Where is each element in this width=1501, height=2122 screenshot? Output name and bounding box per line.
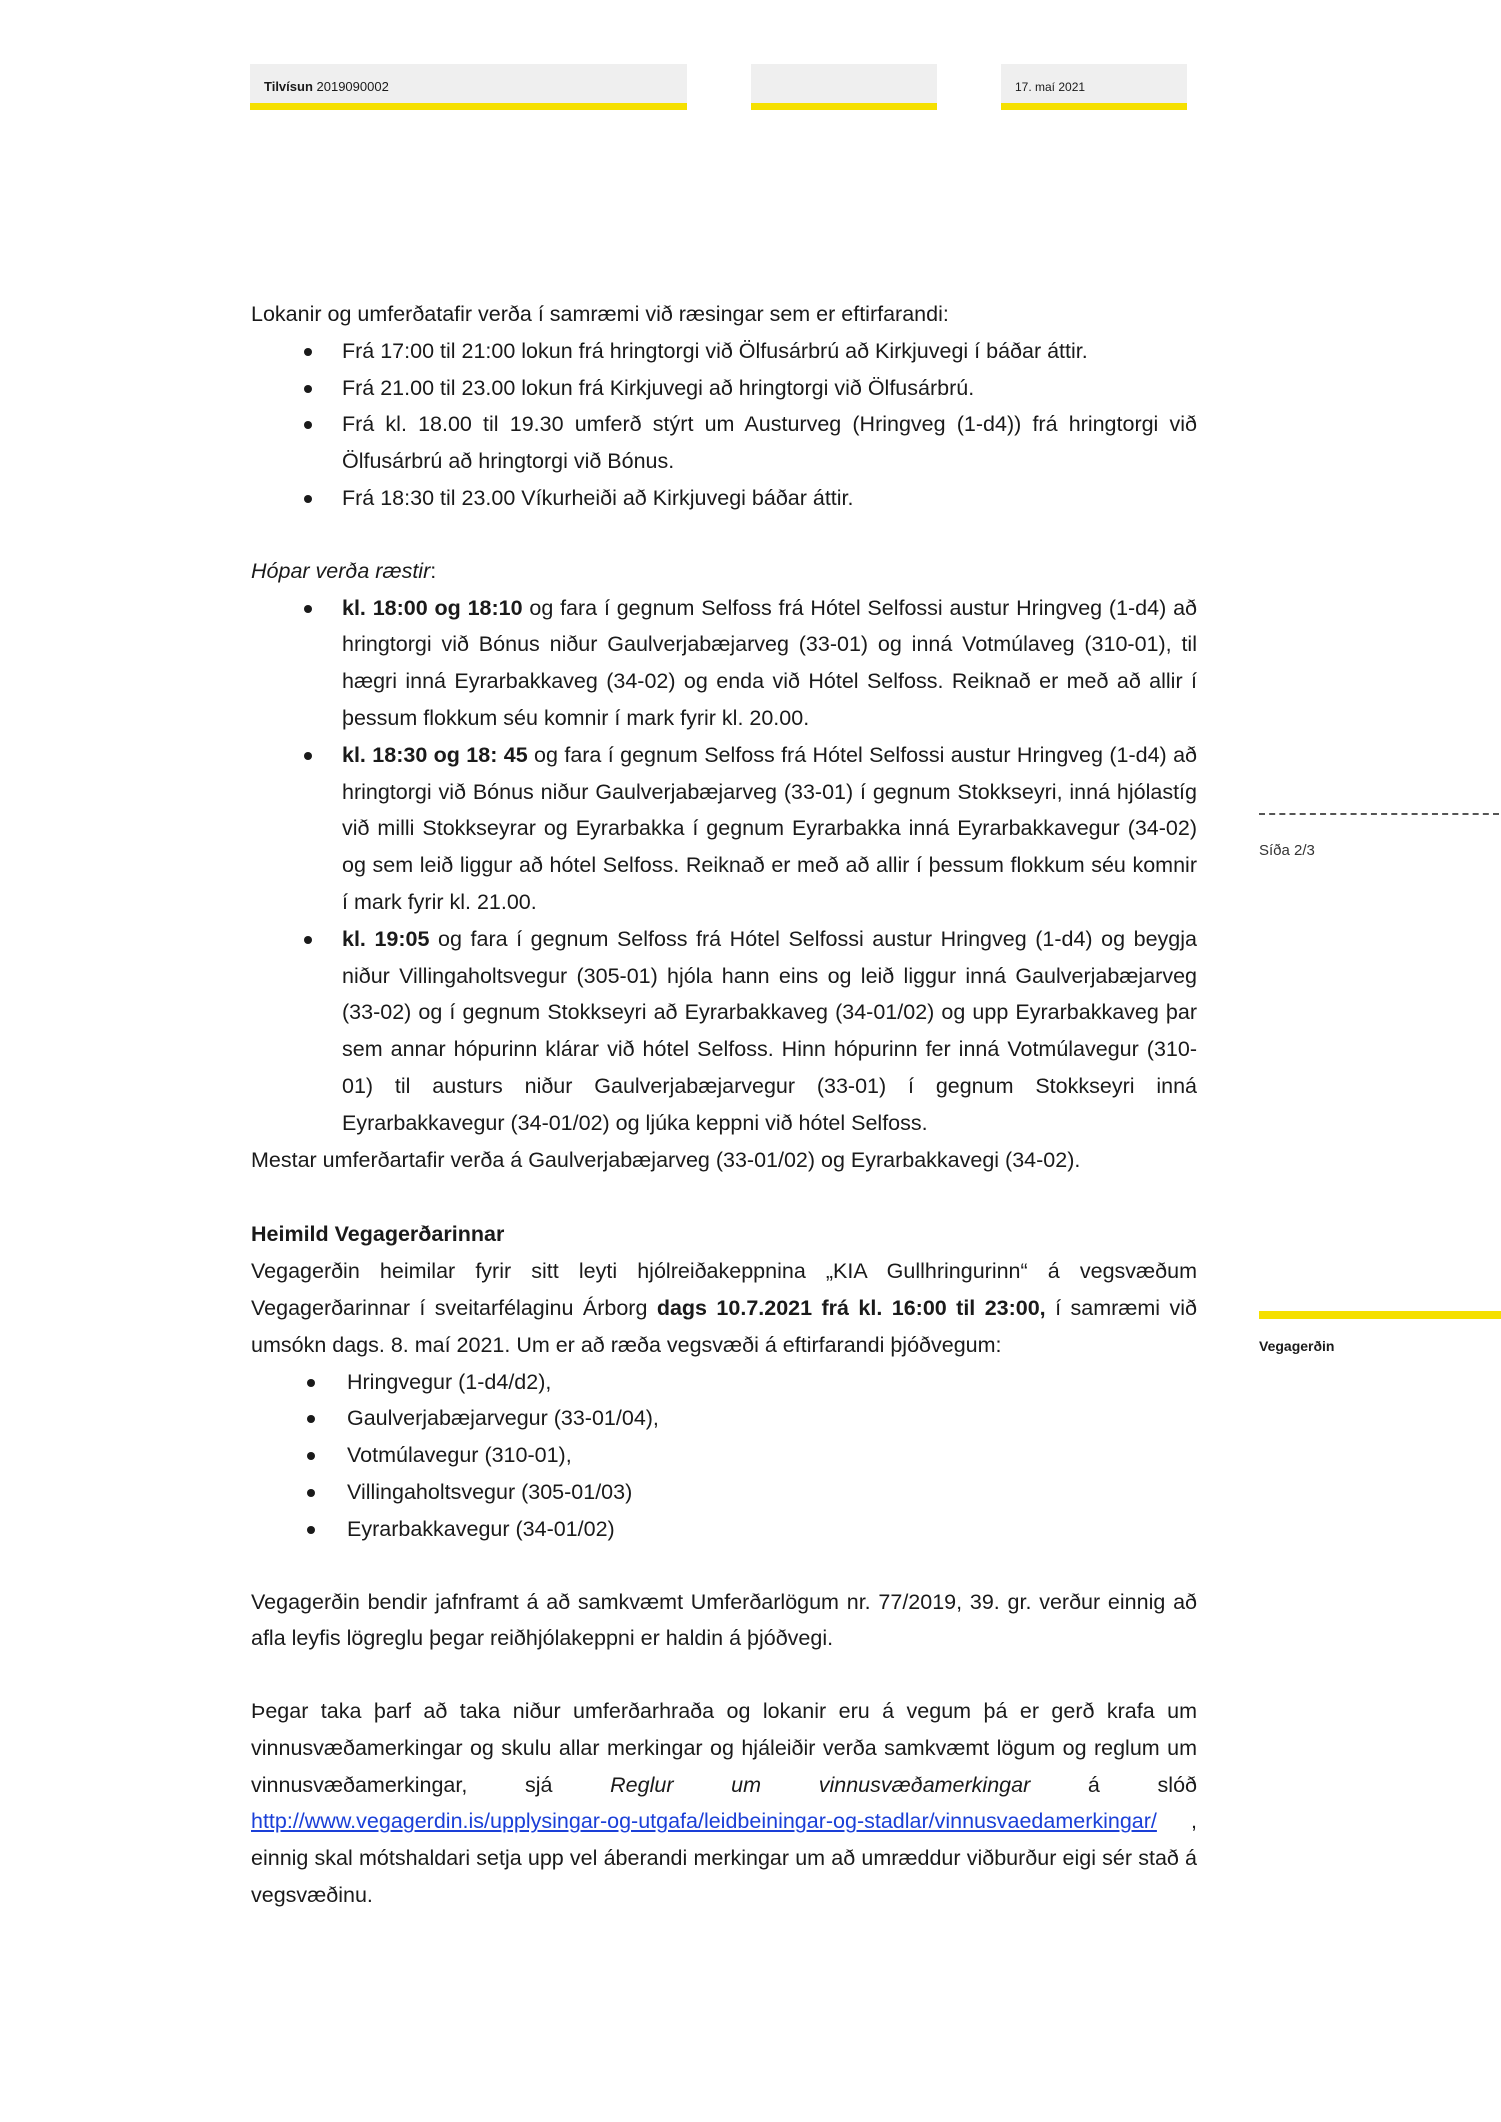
reference-box (250, 64, 687, 110)
regulations-link[interactable]: http://www.vegagerdin.is/upplysingar-og-utgafa/leidbeiningar-og-stadlar/vinnusvaedamerkingar/ (251, 1809, 1157, 1834)
list-item: kl. 19:05 og fara í gegnum Selfoss frá Hótel Selfossi austur Hringveg (1-d4) og beygja niður Villingaholtsvegur (305-01) hjóla hann eins og leið liggur inná Gaulverjabæjarveg (33-02) og í gegnum Stokkseyri að Eyrarbakkaveg (34-01/02) og upp Eyrarbakkaveg þar sem annar hópurinn klárar við hótel Selfoss. Hinn hópurinn fer inná Votmúlavegur (310-01) til austurs niður Gaulverjabæjarvegur (33-01) í gegnum Stokkseyri inná Eyrarbakkavegur (34-01/02) og ljúka keppni við hótel Selfoss. (251, 921, 1197, 1142)
document-date: 17. maí 2021 (1015, 80, 1086, 94)
list-item: Votmúlavegur (310-01), (251, 1437, 1197, 1474)
list-item: Eyrarbakkavegur (34-01/02) (251, 1511, 1197, 1548)
reference-number: 2019090002 (316, 79, 389, 94)
list-item: Hringvegur (1-d4/d2), (251, 1364, 1197, 1401)
reference-label: Tilvísun (264, 79, 313, 94)
group-time: kl. 19:05 (342, 926, 430, 951)
permit-heading: Heimild Vegagerðarinnar (251, 1222, 505, 1247)
closures-list (251, 333, 1197, 517)
sidebar-dashed-divider (1259, 813, 1499, 815)
police-paragraph: Vegagerðin bendir jafnframt á að samkvæmt Umferðarlögum nr. 77/2019, 39. gr. verður einnig að afla leyfis lögreglu þegar reiðhjólakeppni er haldin á þjóðvegi. (251, 1589, 1197, 1651)
header-middle-box (751, 64, 937, 110)
list-item: Gaulverjabæjarvegur (33-01/04), (251, 1400, 1197, 1437)
list-item: Villingaholtsvegur (305-01/03) (251, 1474, 1197, 1511)
roads-list (251, 1364, 1197, 1548)
organization-name: Vegagerðin (1259, 1338, 1335, 1354)
list-item: Frá 17:00 til 21:00 lokun frá hringtorgi við Ölfusárbrú að Kirkjuvegi í báðar áttir. (251, 333, 1197, 370)
list-item: Frá kl. 18.00 til 19.30 umferð stýrt um Austurveg (Hringveg (1-d4)) frá hringtorgi við Ölfusárbrú að hringtorgi við Bónus. (251, 406, 1197, 480)
list-item: kl. 18:00 og 18:10 og fara í gegnum Selfoss frá Hótel Selfossi austur Hringveg (1-d4) að hringtorgi við Bónus niður Gaulverjabæjarveg (33-01) og inná Votmúlaveg (310-01), til hægri inná Eyrarbakkaveg (34-02) og enda við Hótel Selfoss. Reiknað er með að allir í þessum flokkum séu komnir í mark fyrir kl. 20.00. (251, 590, 1197, 737)
document-body (251, 296, 1197, 1914)
list-item: Frá 21.00 til 23.00 lokun frá Kirkjuvegi að hringtorgi við Ölfusárbrú. (251, 370, 1197, 407)
permit-paragraph: Vegagerðin heimilar fyrir sitt leyti hjólreiðakeppnina „KIA Gullhringurinn“ á vegsvæðum Vegagerðarinnar í sveitarfélaginu Árborg dags 10.7.2021 frá kl. 16:00 til 23:00, í samræmi við umsókn dags. 8. maí 2021. Um er að ræða vegsvæði á eftirfarandi þjóðvegum: (251, 1259, 1197, 1357)
delays-paragraph: Mestar umferðartafir verða á Gaulverjabæjarveg (33-01/02) og Eyrarbakkavegi (34-02). (251, 1147, 1081, 1172)
page-number: Síða 2/3 (1259, 842, 1315, 859)
group-time: kl. 18:30 og 18: 45 (342, 742, 528, 767)
sidebar-yellow-bar (1259, 1311, 1501, 1319)
groups-list (251, 590, 1197, 1142)
signs-paragraph: Þegar taka þarf að taka niður umferðarhraða og lokanir eru á vegum þá er gerð krafa um vinnusvæðamerkingar og skulu allar merkingar og hjáleiðir verða samkvæmt lögum og reglum um vinnusvæðamerkingar, sjá Reglur um vinnusvæðamerkingar á slóð http://www.vegagerdin.is/upplysingar-og-utgafa/leidbeiningar-og-stadlar/vinnusvaedamerkingar/ , einnig skal mótshaldari setja upp vel áberandi merkingar um að umræddur viðburður eigi sér stað á vegsvæðinu. (251, 1699, 1197, 1908)
list-item: Frá 18:30 til 23.00 Víkurheiði að Kirkjuvegi báðar áttir. (251, 480, 1197, 517)
date-box (1001, 64, 1187, 110)
groups-heading: Hópar verða ræstir: (251, 558, 437, 583)
group-time: kl. 18:00 og 18:10 (342, 595, 523, 620)
intro-paragraph: Lokanir og umferðatafir verða í samræmi við ræsingar sem er eftirfarandi: (251, 302, 949, 326)
list-item: kl. 18:30 og 18: 45 og fara í gegnum Selfoss frá Hótel Selfossi austur Hringveg (1-d4) að hringtorgi við Bónus niður Gaulverjabæjarveg (33-01) í gegnum Stokkseyri, inná hjólastíg við milli Stokkseyrar og Eyrarbakka í gegnum Eyrarbakka inná Eyrarbakkavegur (34-02) og sem leið liggur að hótel Selfoss. Reiknað er með að allir í þessum flokkum séu komnir í mark fyrir kl. 21.00. (251, 737, 1197, 921)
